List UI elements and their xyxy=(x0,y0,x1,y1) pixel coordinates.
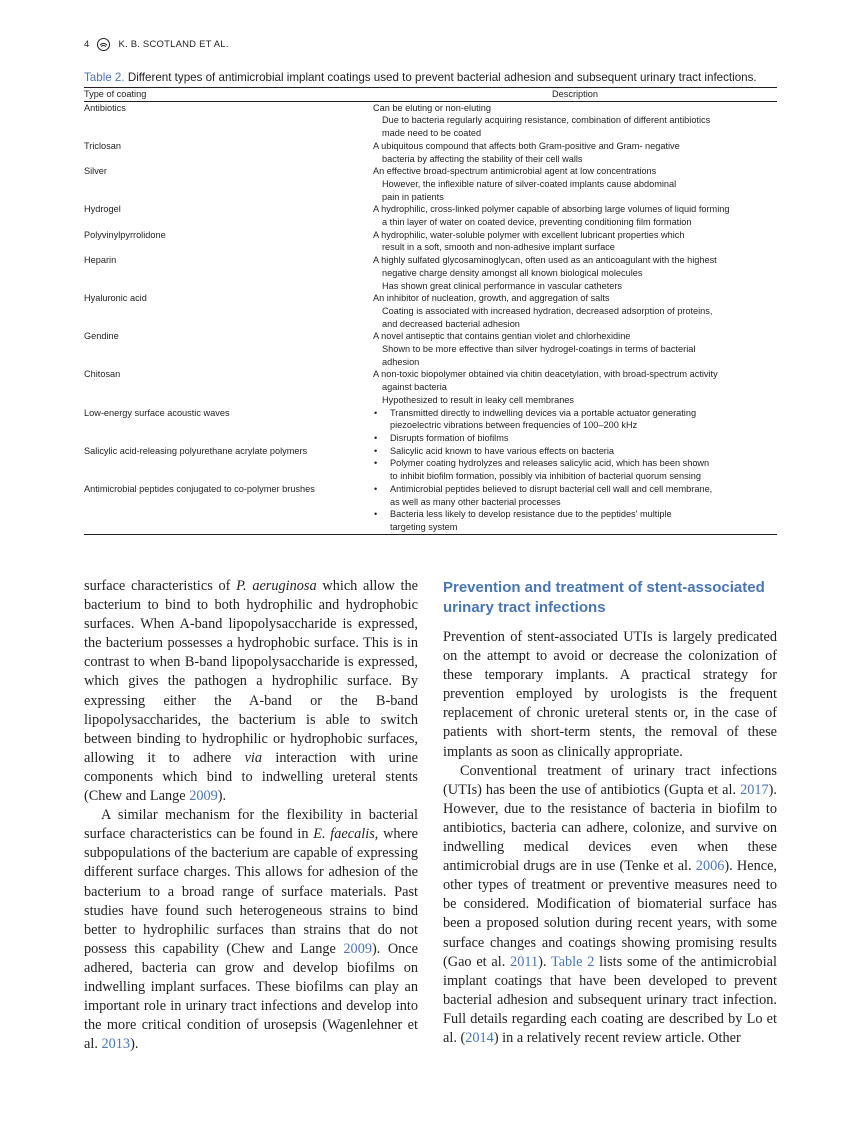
description-line: A non-toxic biopolymer obtained via chitin deacetylation, with broad-spectrum activity xyxy=(373,369,718,380)
description-line: A novel antiseptic that contains gentian violet and chlorhexidine xyxy=(373,331,631,342)
citation-link[interactable]: 2013 xyxy=(101,1036,131,1053)
right-column xyxy=(443,578,777,1048)
table-caption-text: Different types of antimicrobial implant coatings used to prevent bacterial adhesion and subsequent urinary tract infections. xyxy=(127,71,757,84)
coating-description-cell xyxy=(373,368,777,406)
page-number: 4 xyxy=(84,38,90,50)
description-line: piezoelectric vibrations between frequencies of 100–200 kHz xyxy=(390,420,638,431)
table-grid xyxy=(84,88,777,534)
description-line: Has shown great clinical performance in vascular catheters xyxy=(382,280,623,291)
body-paragraph: Prevention of stent-associated UTIs is largely predicated on the attempt to avoid or decrease the colonization of these temporary implants. A practical strategy for prevention employed by urologists is the frequent replacement of chronic ureteral stents or, in the case of patients with short-term stents, the removal of these implants as soon as clinically appropriate. xyxy=(443,629,777,760)
description-line: result in a soft, smooth and non-adhesive implant surface xyxy=(382,242,615,253)
body-paragraph: Conventional treatment of urinary tract infections (UTIs) has been the use of antibiotics (Gupta et al. 2017). However, due to the resistance of bacteria in biofilm to antibiotics, bacteria can adhere, colonize, and survive on indwelling medical devices even when these antimicrobial drugs are in use (Tenke et al. 2006). Hence, other types of treatment or preventive measures need to be considered. Modification of biomaterial surface has been a proposed solution during recent years, with some surface changes and coatings showing promising results (Gao et al. 2011). Table 2 lists some of the antimicrobial implant coatings that have been developed to prevent bacterial adhesion and subsequent urinary tract infection. Full details regarding each coating are described by Lo et al. (2014) in a relatively recent review article. Other xyxy=(443,762,777,1046)
description-line: Due to bacteria regularly acquiring resistance, combination of different antibiotics xyxy=(382,115,711,126)
body-paragraph: surface characteristics of P. aeruginosa which allow the bacterium to bind to both hydrophilic and hydrophobic surfaces. When A-band lipopolysaccharide is expressed, the bacterium possesses a hydrophobic surface. This is in contrast to when B-band lipopolysaccharide is expressed, which gives the pathogen a hydrophilic surface. By expressing either the A-band or the B-band lipopolysaccharides, the bacterium is able to switch between binding to hydrophilic or hydrophobic surfaces, allowing it to adhere via interaction with urine components which bind to indwelling ureteral stents (Chew and Lange 2009). xyxy=(84,578,418,805)
coating-description-cell xyxy=(373,165,777,203)
description-line: negative charge density amongst all known biological molecules xyxy=(382,267,643,278)
coating-type-cell: Antimicrobial peptides conjugated to co-polymer brushes xyxy=(84,483,315,494)
coating-description-cell xyxy=(373,445,777,483)
table-row xyxy=(84,140,777,165)
table-row xyxy=(84,165,777,203)
table-reference-link[interactable]: Table 2 xyxy=(550,953,595,970)
table-label: Table 2. xyxy=(84,71,125,84)
table-body xyxy=(84,102,777,534)
citation-link[interactable]: 2006 xyxy=(695,858,725,875)
description-line: An effective broad-spectrum antimicrobial agent at low concentrations xyxy=(373,166,657,177)
description-line: Hypothesized to result in leaky cell membranes xyxy=(382,394,575,405)
table-row xyxy=(84,254,777,292)
coating-type-cell: Polyvinylpyrrolidone xyxy=(84,229,166,240)
coating-type-cell: Low-energy surface acoustic waves xyxy=(84,407,230,418)
coating-description-cell xyxy=(373,254,777,292)
description-line: An inhibitor of nucleation, growth, and aggregation of salts xyxy=(373,293,610,304)
coating-type-cell: Salicylic acid-releasing polyurethane acrylate polymers xyxy=(84,445,308,456)
coating-type-cell: Chitosan xyxy=(84,369,121,380)
coating-description-cell xyxy=(373,203,777,228)
description-line: targeting system xyxy=(390,521,458,532)
citation-link[interactable]: 2011 xyxy=(510,953,539,970)
coating-type-cell: Heparin xyxy=(84,255,117,266)
running-authors: K. B. SCOTLAND ET AL. xyxy=(118,38,229,50)
coatings-table xyxy=(84,71,777,535)
left-column xyxy=(84,577,418,1054)
coating-description-cell xyxy=(373,483,777,534)
description-line: against bacteria xyxy=(382,382,447,393)
table-row xyxy=(84,445,777,483)
body-paragraph: A similar mechanism for the flexibility in bacterial surface characteristics can be found in E. faecalis, where subpopulations of the bacterium are capable of expressing different surface charges. This allows for adhesion of the bacterium to a broad range of surface materials. Past studies have found such heterogeneous strains to bind better to hydrophilic surfaces than strains that do not possess this capability (Chew and Lange 2009). Once adhered, bacteria can grow and develop biofilms on indwelling implant surfaces. These biofilms can play an important role in urinary tract infections and develop into the more critical condition of urosepsis (Wagenlehner et al. 2013). xyxy=(84,807,418,1053)
column-header-type: Type of coating xyxy=(84,89,147,99)
coating-description-cell xyxy=(373,102,777,140)
coating-type-cell: Silver xyxy=(84,166,107,177)
description-line: However, the inflexible nature of silver-coated implants cause abdominal xyxy=(382,178,677,189)
description-line: A hydrophilic, cross-linked polymer capable of absorbing large volumes of liquid forming xyxy=(373,204,730,215)
description-line: adhesion xyxy=(382,356,420,367)
table-row xyxy=(84,292,777,330)
table-row xyxy=(84,407,777,445)
running-header xyxy=(84,37,229,51)
table-row xyxy=(84,368,777,406)
description-line: made need to be coated xyxy=(382,128,482,139)
citation-link[interactable]: 2014 xyxy=(465,1029,494,1046)
table-row xyxy=(84,102,777,140)
coating-description-cell xyxy=(373,229,777,254)
coating-type-cell: Triclosan xyxy=(84,140,121,151)
table-row xyxy=(84,330,777,368)
table-caption xyxy=(84,71,777,85)
description-bullet: • Disrupts formation of biofilms xyxy=(373,432,777,445)
description-line: pain in patients xyxy=(382,191,444,202)
species-name: P. aeruginosa xyxy=(236,578,317,594)
citation-link[interactable]: 2017 xyxy=(740,781,769,798)
description-line: A highly sulfated glycosaminoglycan, often used as an anticoagulant with the highest xyxy=(373,255,717,266)
publisher-logo-icon xyxy=(97,38,110,51)
description-line: Shown to be more effective than silver hydrogel-coatings in terms of bacterial xyxy=(382,344,696,355)
description-bullet: • Polymer coating hydrolyzes and releases salicylic acid, which has been shown xyxy=(373,457,777,470)
description-bullet: • Bacteria less likely to develop resistance due to the peptides' multiple xyxy=(373,508,777,521)
coating-type-cell: Gendine xyxy=(84,331,119,342)
table-row xyxy=(84,203,777,228)
table-row xyxy=(84,229,777,254)
coating-type-cell: Antibiotics xyxy=(84,102,126,113)
description-line: bacteria by affecting the stability of their cell walls xyxy=(382,153,583,164)
table-row xyxy=(84,483,777,534)
description-line: to inhibit biofilm formation, possibly via inhibition of bacterial quorum sensing xyxy=(390,471,702,482)
description-line: Can be eluting or non-eluting xyxy=(373,102,491,113)
description-line: and decreased bacterial adhesion xyxy=(382,318,520,329)
section-heading: Prevention and treatment of stent-associated urinary tract infections xyxy=(443,579,765,616)
species-name: E. faecalis xyxy=(313,826,375,843)
coating-type-cell: Hydrogel xyxy=(84,204,121,215)
coating-description-cell xyxy=(373,330,777,368)
coating-description-cell xyxy=(373,292,777,330)
description-line: as well as many other bacterial processes xyxy=(390,496,561,507)
description-line: A ubiquitous compound that affects both Gram-positive and Gram- negative xyxy=(373,140,680,151)
coating-description-cell xyxy=(373,140,777,165)
description-line: A hydrophilic, water-soluble polymer with excellent lubricant properties which xyxy=(373,229,685,240)
column-header-description: Description xyxy=(552,89,598,99)
citation-link[interactable]: 2009 xyxy=(343,940,372,957)
description-line: a thin layer of water on coated device, preventing conditioning film formation xyxy=(382,217,692,228)
description-bullet: • Antimicrobial peptides believed to disrupt bacterial cell wall and cell membrane, xyxy=(373,483,777,496)
coating-description-cell xyxy=(373,407,777,445)
coating-type-cell: Hyaluronic acid xyxy=(84,293,147,304)
citation-link[interactable]: 2009 xyxy=(189,788,218,805)
description-line: Coating is associated with increased hydration, decreased adsorption of proteins, xyxy=(382,305,713,316)
description-bullet: • Salicylic acid known to have various effects on bacteria xyxy=(373,445,777,458)
description-bullet: • Transmitted directly to indwelling devices via a portable actuator generating xyxy=(373,407,777,420)
table-bottom-rule xyxy=(84,534,777,535)
